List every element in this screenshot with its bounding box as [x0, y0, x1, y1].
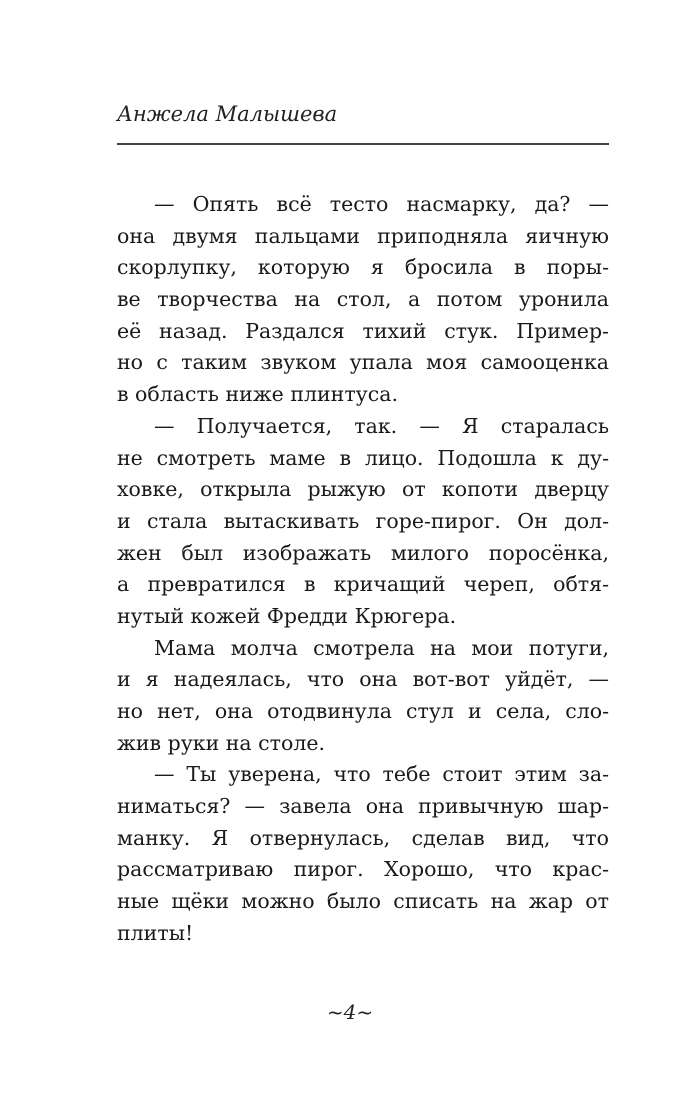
- text-line: — Опять всё тесто насмарку, да? —: [154, 192, 609, 216]
- text-line: её назад. Раздался тихий стук. Пример-: [117, 318, 609, 343]
- header-rule: [117, 143, 609, 145]
- text-line: в область ниже плинтуса.: [117, 382, 398, 407]
- text-line: ве творчества на стол, а потом уронила: [117, 287, 609, 312]
- text-line: но с таким звуком упала моя самооценка: [117, 350, 609, 375]
- text-line: и я надеялась, что она вот-вот уйдёт, —: [117, 667, 609, 692]
- text-line: она двумя пальцами приподняла яичную: [117, 223, 609, 248]
- text-line: рассматриваю пирог. Хорошо, что крас-: [117, 857, 609, 882]
- text-line: ниматься? — завела она привычную шар-: [117, 794, 609, 819]
- running-head-author: Анжела Малышева: [117, 102, 338, 126]
- text-line: нутый кожей Фредди Крюгера.: [117, 603, 457, 628]
- text-line: — Получается, так. — Я старалась: [154, 413, 609, 438]
- text-line: ховке, открыла рыжую от копоти дверцу: [117, 477, 609, 502]
- text-line: жив руки на столе.: [117, 730, 325, 755]
- text-line: но нет, она отодвинула стул и села, сло-: [117, 699, 609, 723]
- text-line: ные щёки можно было списать на жар от: [117, 889, 609, 914]
- page-number: ~4~: [326, 1000, 374, 1024]
- text-line: скорлупку, которую я бросила в поры-: [117, 255, 609, 280]
- text-line: — Ты уверена, что тебе стоит этим за-: [154, 762, 609, 787]
- text-line: манку. Я отвернулась, сделав вид, что: [117, 825, 609, 850]
- text-line: не смотреть маме в лицо. Подошла к ду-: [117, 445, 609, 470]
- text-line: плиты!: [117, 920, 194, 945]
- text-line: и стала вытаскивать горе-пирог. Он дол-: [117, 508, 609, 533]
- text-line: жен был изображать милого поросёнка,: [117, 540, 609, 565]
- body-text: [117, 189, 609, 950]
- text-line: Мама молча смотрела на мои потуги,: [154, 635, 609, 660]
- text-line: а превратился в кричащий череп, обтя-: [117, 572, 609, 597]
